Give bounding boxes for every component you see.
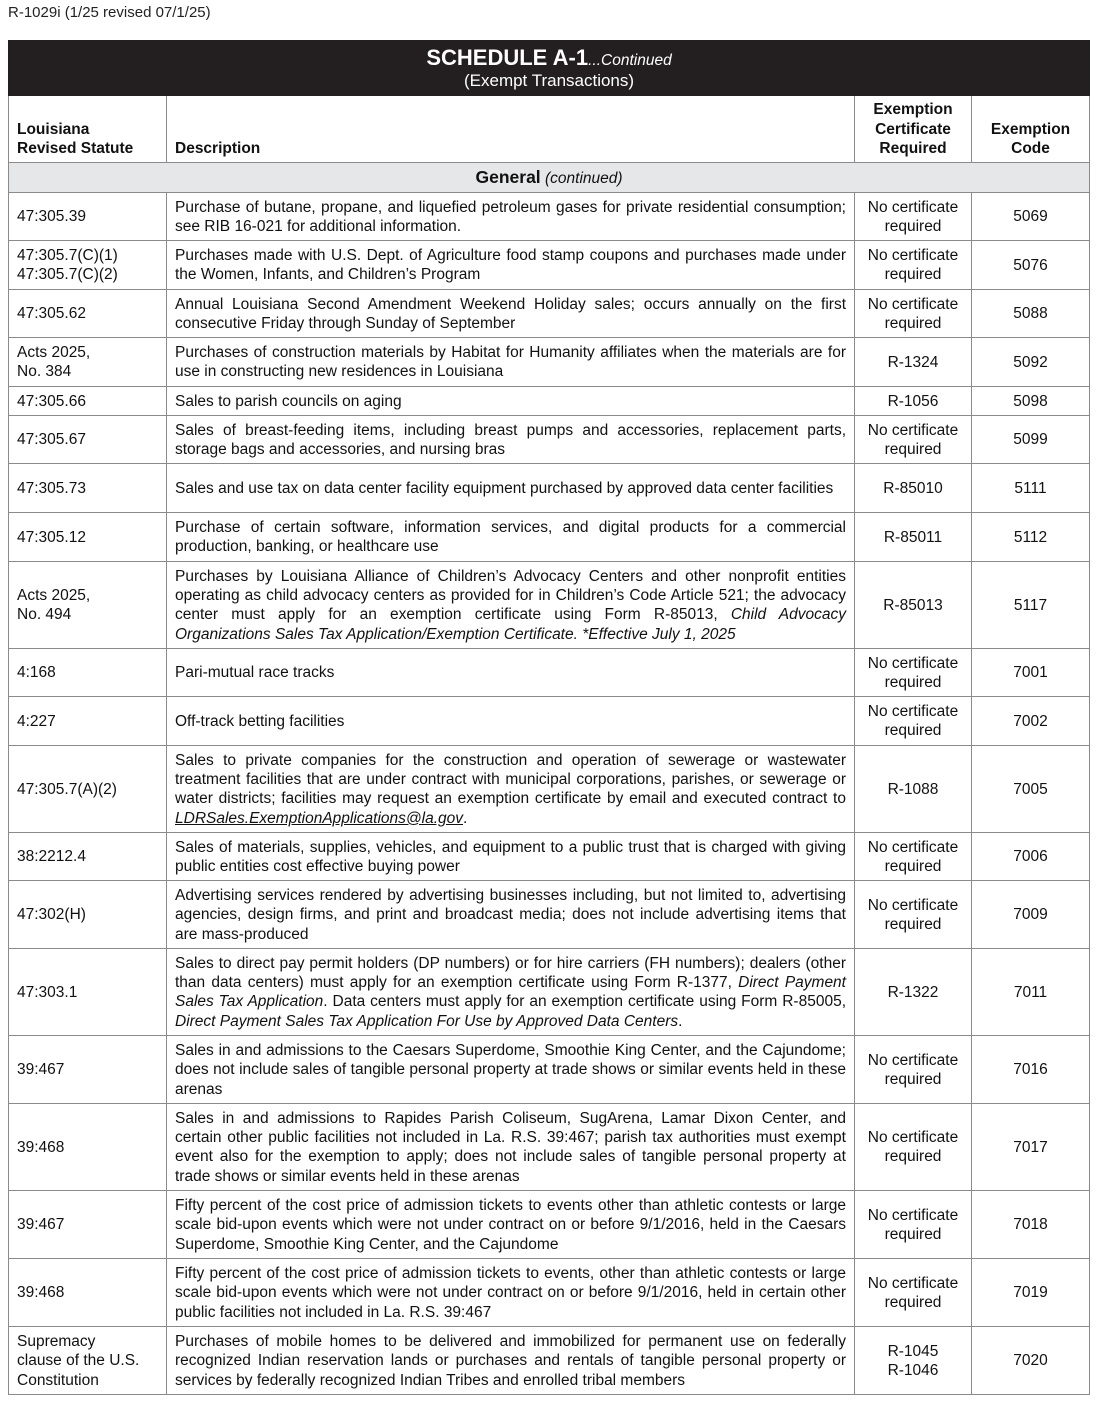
statute-cell: [9, 562, 167, 649]
certificate-cell: [855, 513, 972, 562]
header-certificate-line: Certificate: [875, 120, 951, 138]
statute-cell: [9, 649, 167, 697]
certificate-cell: [855, 241, 972, 290]
table-row: [9, 649, 1090, 697]
form-title-italic: Direct Payment Sales Tax Application For Use by Approved Data Centers: [175, 1012, 679, 1030]
certificate-line: required: [884, 857, 942, 875]
certificate-line: No certificate: [867, 896, 959, 914]
statute-cell: [9, 1036, 167, 1104]
schedule-title-main: SCHEDULE A-1: [426, 45, 589, 70]
statute-cell: [9, 290, 167, 338]
table-row: [9, 881, 1090, 949]
description-text: Sales to private companies for the construction and operation of sewerage or wastewater treatment facilities that are under contract with municipal corporations, parishes, or sewerage or water districts; facilities may request an exemption certificate by email and executed contract to: [175, 751, 846, 808]
certificate-line: R-85011: [883, 528, 943, 546]
statute-cell: [9, 697, 167, 746]
certificate-cell: [855, 746, 972, 833]
exemption-code-cell: 5099: [972, 416, 1090, 464]
description-cell: [167, 833, 855, 881]
header-code: [972, 96, 1090, 163]
header-description-label: Description: [175, 140, 261, 157]
statute-line: Acts 2025,: [17, 587, 91, 604]
certificate-line: R-85010: [883, 479, 943, 497]
statute-line: Acts 2025,: [17, 344, 91, 361]
exemption-code-cell: 5117: [972, 562, 1090, 649]
schedule-title-continued: ...Continued: [588, 52, 672, 69]
description-text: Purchases of construction materials by Habitat for Humanity affiliates when the materials are for use in constructing new residences in Louisiana: [175, 344, 846, 381]
certificate-line: No certificate: [867, 654, 959, 672]
certificate-cell: [855, 649, 972, 697]
statute-line: 47:305.7(A)(2): [17, 780, 117, 798]
description-text: Fifty percent of the cost price of admission tickets to events other than athletic contests or large scale bid-upon events which were not under contract on or before 9/1/2016, held in the Caesars Superdome, Smoothie King Center, and the Cajundome: [175, 1196, 846, 1253]
certificate-line: R-85013: [883, 596, 943, 614]
description-text: Sales to direct pay permit holders (DP numbers) or for hire carriers (FH numbers); dealers (other than data centers) must apply for an exemption certificate using Form R-1377,: [175, 954, 846, 991]
description-text: Pari-mutual race tracks: [175, 664, 335, 682]
table-row: [9, 562, 1090, 649]
header-code-line: Code: [1011, 140, 1050, 157]
certificate-line: No certificate: [867, 1051, 959, 1069]
table-row: [9, 387, 1090, 416]
description-cell: [167, 562, 855, 649]
statute-line: 47:302(H): [17, 906, 86, 924]
statute-cell: [9, 1104, 167, 1191]
statute-line: 47:305.7(C)(1): [17, 247, 118, 264]
description-text: .: [678, 1012, 683, 1030]
description-cell: [167, 746, 855, 833]
header-statute: [9, 96, 167, 163]
exemption-code-cell: 5112: [972, 513, 1090, 562]
certificate-line: required: [884, 722, 942, 740]
certificate-line: No certificate: [867, 1129, 959, 1146]
statute-cell: [9, 338, 167, 387]
table-row: [9, 1036, 1090, 1104]
certificate-cell: [855, 881, 972, 949]
table-row: [9, 464, 1090, 513]
certificate-line: R-1324: [887, 353, 939, 371]
exemption-code-cell: 5076: [972, 241, 1090, 290]
description-text: Annual Louisiana Second Amendment Weekend Holiday sales; occurs annually on the first consecutive Friday through Sunday of September: [175, 295, 846, 332]
description-text: Sales and use tax on data center facility equipment purchased by approved data center facilities: [175, 479, 834, 497]
statute-line: Supremacy: [17, 1332, 96, 1350]
certificate-cell: [855, 387, 972, 416]
table-row: [9, 697, 1090, 746]
exemption-code-cell: 7005: [972, 746, 1090, 833]
statute-cell: [9, 746, 167, 833]
statute-line: 38:2212.4: [17, 848, 86, 866]
exemption-code-cell: 5098: [972, 387, 1090, 416]
statute-line: 47:305.62: [17, 305, 86, 323]
header-statute-line: Louisiana: [17, 120, 90, 138]
statute-line: 39:467: [17, 1216, 65, 1234]
email-link[interactable]: LDRSales.ExemptionApplications@la.gov: [175, 809, 463, 827]
header-certificate: [855, 96, 972, 163]
certificate-line: required: [884, 673, 942, 691]
exemption-code-cell: 7001: [972, 649, 1090, 697]
description-text: Sales of materials, supplies, vehicles, and equipment to a public trust that is charged with giving public entities cost effective buying power: [175, 838, 846, 875]
certificate-line: required: [884, 314, 942, 332]
statute-line: 47:305.67: [17, 431, 86, 449]
exemption-code-cell: 7002: [972, 697, 1090, 746]
certificate-cell: [855, 949, 972, 1036]
certificate-line: No certificate: [867, 1206, 959, 1224]
certificate-line: No certificate: [867, 295, 959, 313]
description-text: Sales to parish councils on aging: [175, 392, 402, 410]
statute-cell: [9, 1191, 167, 1259]
statute-line: 47:305.39: [17, 208, 86, 226]
certificate-cell: [855, 290, 972, 338]
exemption-code-cell: 5069: [972, 193, 1090, 241]
certificate-line: No certificate: [867, 838, 959, 856]
certificate-line: R-1045: [887, 1342, 939, 1360]
exemption-code-cell: 7017: [972, 1104, 1090, 1191]
statute-line: 39:467: [17, 1061, 65, 1079]
table-row: [9, 416, 1090, 464]
statute-line: 47:305.12: [17, 528, 86, 546]
certificate-cell: [855, 416, 972, 464]
table-row: [9, 241, 1090, 290]
description-cell: [167, 464, 855, 513]
table-row: [9, 1327, 1090, 1395]
description-cell: [167, 1036, 855, 1104]
certificate-line: required: [884, 1148, 942, 1166]
certificate-cell: [855, 1259, 972, 1327]
certificate-line: No certificate: [867, 1274, 959, 1292]
statute-cell: [9, 416, 167, 464]
description-text: . Data centers must apply for an exemption certificate using Form R-85005,: [323, 993, 846, 1011]
table-row: [9, 1104, 1090, 1191]
column-header-row: [9, 96, 1090, 163]
certificate-line: No certificate: [867, 703, 959, 720]
certificate-cell: [855, 697, 972, 746]
certificate-line: R-1322: [887, 983, 939, 1001]
exemption-code-cell: 7016: [972, 1036, 1090, 1104]
certificate-line: R-1046: [887, 1361, 939, 1379]
description-text: Sales in and admissions to the Caesars Superdome, Smoothie King Center, and the Cajundome; does not include sales of tangible personal property at trade shows or similar events held in these arenas: [175, 1041, 846, 1098]
statute-cell: [9, 833, 167, 881]
description-text: Sales in and admissions to Rapides Parish Coliseum, SugArena, Lamar Dixon Center, and certain other public facilities not included in La. R.S. 39:467; parish tax authorities must exempt event also for the exemption to apply; does not include sales of tangible personal property at trade shows or similar events held in these arenas: [175, 1109, 846, 1185]
table-row: [9, 746, 1090, 833]
exemption-code-cell: 7011: [972, 949, 1090, 1036]
header-certificate-line: Exemption: [873, 101, 953, 119]
statute-line: 39:468: [17, 1138, 65, 1156]
description-text: Off-track betting facilities: [175, 712, 345, 730]
description-cell: [167, 1327, 855, 1395]
table-body: [9, 163, 1090, 1395]
exemption-code-cell: 7019: [972, 1259, 1090, 1327]
header-code-line: Exemption: [990, 120, 1071, 138]
header-description: [167, 96, 855, 163]
statute-cell: [9, 387, 167, 416]
table-row: [9, 1191, 1090, 1259]
certificate-line: required: [884, 217, 942, 235]
certificate-line: R-1056: [887, 392, 939, 410]
certificate-line: required: [884, 1225, 942, 1243]
form-title-italic: Direct Payment Sales Tax Application: [175, 974, 846, 1011]
exemption-code-cell: 7018: [972, 1191, 1090, 1259]
table-row: [9, 290, 1090, 338]
description-text: Fifty percent of the cost price of admission tickets to events, other than athletic contests or large scale bid-upon events which were not under contract on or before 9/1/2016, held in certain other public facilities not included in La. R.S. 39:467: [175, 1264, 846, 1321]
certificate-line: required: [884, 266, 942, 284]
certificate-cell: [855, 338, 972, 387]
section-header-row: [9, 163, 1090, 193]
statute-cell: [9, 1259, 167, 1327]
statute-line: 47:305.7(C)(2): [17, 266, 118, 284]
description-cell: [167, 513, 855, 562]
description-cell: [167, 416, 855, 464]
description-cell: [167, 881, 855, 949]
certificate-cell: [855, 193, 972, 241]
header-statute-line: Revised Statute: [17, 140, 134, 157]
certificate-line: R-1088: [887, 780, 939, 798]
certificate-cell: [855, 1327, 972, 1395]
description-cell: [167, 697, 855, 746]
description-cell: [167, 387, 855, 416]
table-row: [9, 949, 1090, 1036]
exemption-code-cell: 5092: [972, 338, 1090, 387]
certificate-line: No certificate: [867, 198, 959, 216]
table-row: [9, 1259, 1090, 1327]
description-text: .: [463, 809, 468, 827]
description-text: Advertising services rendered by advertising businesses including, but not limited to, advertising agencies, design firms, and print and broadcast media; does not include advertising items that are mass-produced: [175, 886, 846, 943]
description-cell: [167, 649, 855, 697]
section-note: (continued): [545, 169, 623, 187]
header-certificate-line: Required: [879, 140, 947, 157]
section-name: General: [475, 166, 541, 187]
certificate-cell: [855, 833, 972, 881]
description-cell: [167, 1259, 855, 1327]
statute-line: Constitution: [17, 1371, 99, 1389]
statute-cell: [9, 193, 167, 241]
schedule-title-bar: [9, 41, 1090, 96]
statute-cell: [9, 241, 167, 290]
certificate-line: required: [884, 1293, 942, 1311]
description-cell: [167, 241, 855, 290]
schedule-subtitle: (Exempt Transactions): [463, 71, 635, 91]
description-cell: [167, 290, 855, 338]
description-cell: [167, 1104, 855, 1191]
certificate-cell: [855, 562, 972, 649]
statute-line: 47:303.1: [17, 983, 78, 1001]
table-row: [9, 338, 1090, 387]
exemption-code-cell: 7009: [972, 881, 1090, 949]
table-row: [9, 513, 1090, 562]
table-row: [9, 833, 1090, 881]
certificate-line: No certificate: [867, 421, 959, 439]
certificate-line: required: [884, 1070, 942, 1088]
statute-line: clause of the U.S.: [17, 1352, 140, 1370]
exemption-code-cell: 5088: [972, 290, 1090, 338]
statute-line: No. 384: [17, 363, 72, 381]
exemption-code-cell: 7020: [972, 1327, 1090, 1395]
statute-cell: [9, 464, 167, 513]
section-header: [9, 163, 1090, 193]
statute-line: 47:305.73: [17, 479, 86, 497]
exemption-code-cell: 7006: [972, 833, 1090, 881]
description-text: Purchases by Louisiana Alliance of Children’s Advocacy Centers and other nonprofit entities operating as child advocacy centers as provided for in Children’s Code Article 521; the advocacy center must apply for an exemption certificate using Form R-85013,: [175, 567, 846, 624]
description-text: Purchases of mobile homes to be delivered and immobilized for permanent use on federally recognized Indian reservation lands or purchases and rentals of tangible personal property or services by federally recognized Indian Tribes and enrolled tribal members: [175, 1332, 846, 1389]
description-cell: [167, 338, 855, 387]
statute-line: 47:305.66: [17, 392, 86, 410]
statute-line: 39:468: [17, 1284, 65, 1302]
table-row: [9, 193, 1090, 241]
certificate-line: required: [884, 440, 942, 458]
certificate-cell: [855, 1104, 972, 1191]
exempt-transactions-table: [8, 40, 1090, 1395]
statute-cell: [9, 881, 167, 949]
statute-cell: [9, 949, 167, 1036]
statute-cell: [9, 513, 167, 562]
certificate-line: No certificate: [867, 247, 959, 264]
exemption-code-cell: 5111: [972, 464, 1090, 513]
form-number: R-1029i (1/25 revised 07/1/25): [8, 4, 211, 21]
statute-line: No. 494: [17, 606, 72, 624]
description-text: Purchases made with U.S. Dept. of Agriculture food stamp coupons and purchases made under the Women, Infants, and Children’s Program: [175, 247, 846, 284]
description-text: Purchase of butane, propane, and liquefied petroleum gases for private residential consumption; see RIB 16-021 for additional information.: [175, 198, 846, 235]
certificate-cell: [855, 1191, 972, 1259]
description-text: Purchase of certain software, information services, and digital products for a commercial production, banking, or healthcare use: [175, 519, 846, 556]
schedule-title: [9, 41, 1090, 96]
description-cell: [167, 949, 855, 1036]
statute-cell: [9, 1327, 167, 1395]
description-text: Sales of breast-feeding items, including breast pumps and accessories, replacement parts, storage bags and accessories, and nursing bras: [175, 421, 846, 458]
form-title-italic: Child Advocacy Organizations Sales Tax Application/Exemption Certificate. *Effective July 1, 2025: [175, 606, 846, 643]
statute-line: 4:227: [17, 712, 56, 730]
certificate-line: required: [884, 915, 942, 933]
certificate-cell: [855, 464, 972, 513]
description-cell: [167, 1191, 855, 1259]
statute-line: 4:168: [17, 664, 56, 682]
description-cell: [167, 193, 855, 241]
certificate-cell: [855, 1036, 972, 1104]
